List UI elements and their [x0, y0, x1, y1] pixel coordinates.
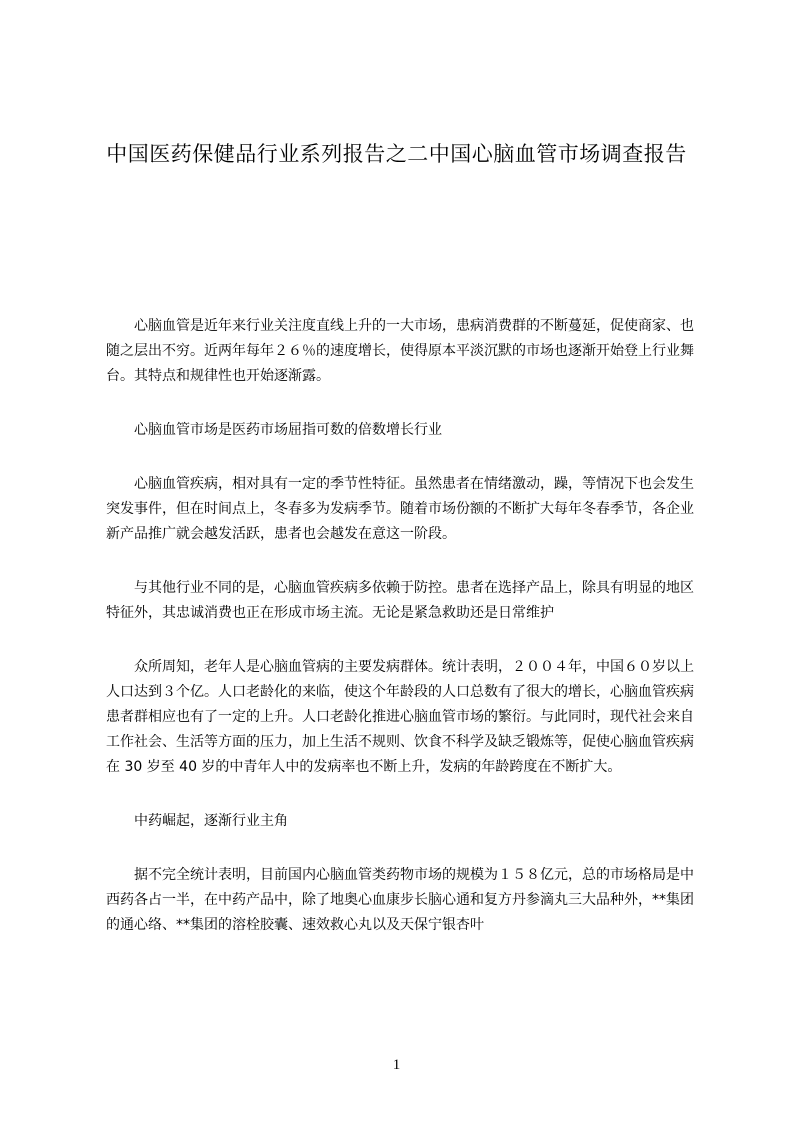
section-heading-tcm: 中药崛起，逐渐行业主角: [134, 813, 288, 829]
section-heading-growth: 心脑血管市场是医药市场屈指可数的倍数增长行业: [134, 422, 442, 438]
document-title: 中国医药保健品行业系列报告之二中国心脑血管市场调查报告: [106, 142, 687, 166]
document-body: [106, 314, 694, 967]
paragraph-intro: 心脑血管是近年来行业关注度直线上升的一大市场，患病消费群的不断蔓延，促使商家、也随之层出不穷。近两年每年２６％的速度增长，使得原本平淡沉默的市场也逐渐开始登上行业舞台。其特点和规律性也开始逐渐露。: [106, 318, 694, 384]
paragraph-prevention: 与其他行业不同的是，心脑血管疾病多依赖于防控。患者在选择产品上，除具有明显的地区特征外，其忠诚消费也正在形成市场主流。无论是紧急救助还是日常维护: [106, 580, 694, 621]
page-number: 1: [392, 1057, 401, 1073]
paragraph-aging: 众所周知，老年人是心脑血管病的主要发病群体。统计表明，２００４年，中国６０岁以上人口达到３个亿。人口老龄化的来临，使这个年龄段的人口总数有了很大的增长，心脑血管疾病患者群相应也有了一定的上升。人口老龄化推进心脑血管市场的繁衍。与此同时，现代社会来自工作社会、生活等方面的压力，加上生活不规则、饮食不科学及缺乏锻炼等，促使心脑血管疾病在 30 岁至 40 岁的中青年人中的发病率也不断上升，发病的年龄跨度在不断扩大。: [106, 659, 694, 775]
paragraph-market-size: 据不完全统计表明，目前国内心脑血管类药物市场的规模为１５８亿元，总的市场格局是中西药各占一半，在中药产品中，除了地奥心血康步长脑心通和复方丹参滴丸三大品种外，**集团的通心络、**集团的溶栓胶囊、速效救心丸以及天保宁银杏叶: [106, 867, 694, 933]
paragraph-seasonality: 心脑血管疾病，相对具有一定的季节性特征。虽然患者在情绪激动，躁，等情况下也会发生突发事件，但在时间点上，冬春多为发病季节。随着市场份额的不断扩大每年冬春季节，各企业新产品推广就会越发活跃，患者也会越发在意这一阶段。: [106, 476, 694, 542]
